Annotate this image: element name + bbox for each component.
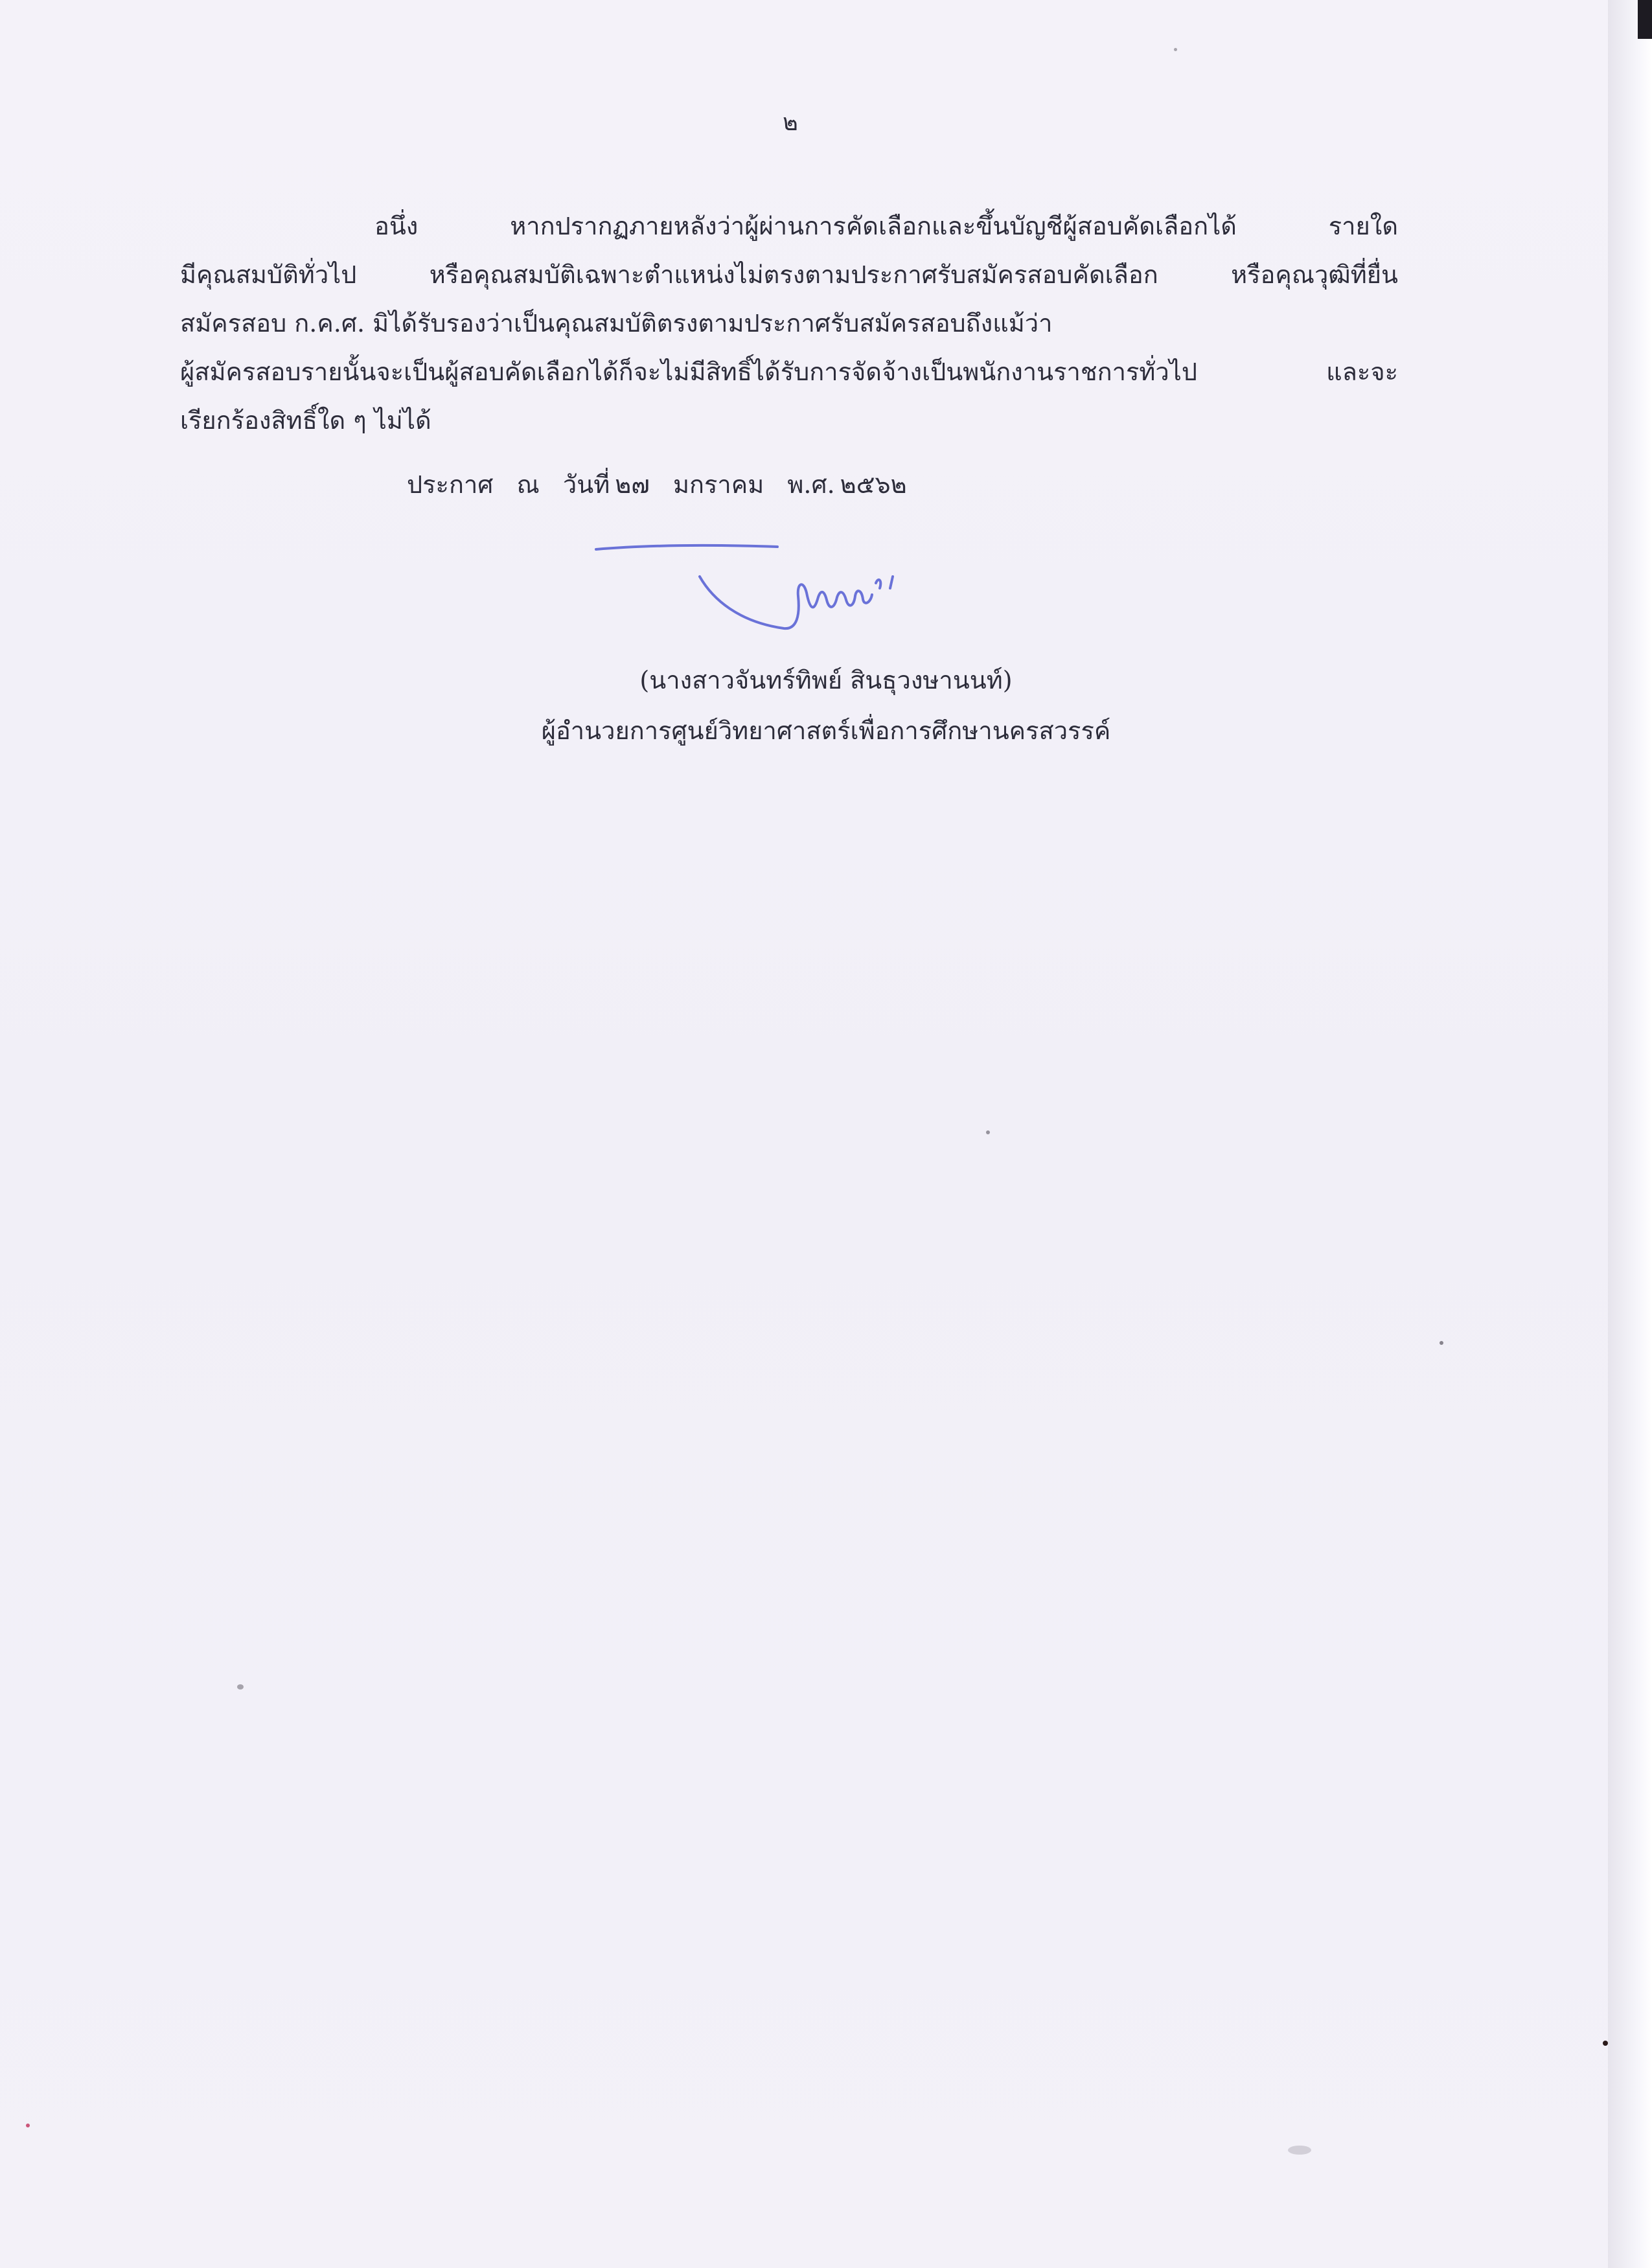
scan-speck — [1288, 2146, 1311, 2155]
scan-speck — [986, 1130, 990, 1134]
scan-speck — [1174, 48, 1177, 51]
signer-title: ผู้อำนวยการศูนย์วิทยาศาสตร์เพื่อการศึกษานครสวรรค์ — [541, 716, 1111, 745]
announce-at: ณ — [516, 470, 540, 499]
page-number: ๒ — [783, 109, 798, 136]
scan-speck — [26, 2124, 30, 2127]
scan-speck — [1440, 1341, 1443, 1345]
paragraph-line-4: ผู้สมัครสอบรายนั้นจะเป็นผู้สอบคัดเลือกได้ก็จะไม่มีสิทธิ์ได้รับการจัดจ้างเป็นพนักงานราชการทั่วไป และจะ — [180, 358, 1398, 386]
paragraph-line-1: อนึ่ง หากปรากฏภายหลังว่าผู้ผ่านการคัดเลือกและขึ้นบัญชีผู้สอบคัดเลือกได้ รายใด — [374, 212, 1398, 240]
paragraph-line-2: มีคุณสมบัติทั่วไป หรือคุณสมบัติเฉพาะตำแหน่งไม่ตรงตามประกาศรับสมัครสอบคัดเลือก หรือคุณวุฒิที่ยื่น — [180, 260, 1398, 289]
notice-paragraph — [180, 202, 1398, 445]
paragraph-line-3: สมัครสอบ ก.ค.ศ. มิได้รับรองว่าเป็นคุณสมบัติตรงตามประกาศรับสมัครสอบถึงแม้ว่า — [180, 309, 1053, 338]
scan-edge — [1608, 0, 1652, 2268]
announce-prefix: ประกาศ — [407, 470, 494, 499]
announce-year: ๒๕๖๒ — [840, 470, 907, 499]
announce-day: ๒๗ — [615, 470, 650, 499]
announce-era: พ.ศ. — [787, 470, 835, 499]
signer-name: (นางสาวจันทร์ทิพย์ สินธุวงษานนท์) — [639, 666, 1013, 694]
announce-date-label: วันที่ — [562, 470, 610, 499]
scan-speck — [1603, 2041, 1608, 2046]
announce-month: มกราคม — [672, 470, 764, 499]
paragraph-line-5: เรียกร้องสิทธิ์ใด ๆ ไม่ได้ — [180, 406, 431, 435]
announcement-date-line — [407, 465, 923, 504]
scan-speck — [237, 1684, 244, 1690]
handwritten-signature — [583, 538, 920, 654]
scan-corner-shadow — [1638, 0, 1652, 39]
